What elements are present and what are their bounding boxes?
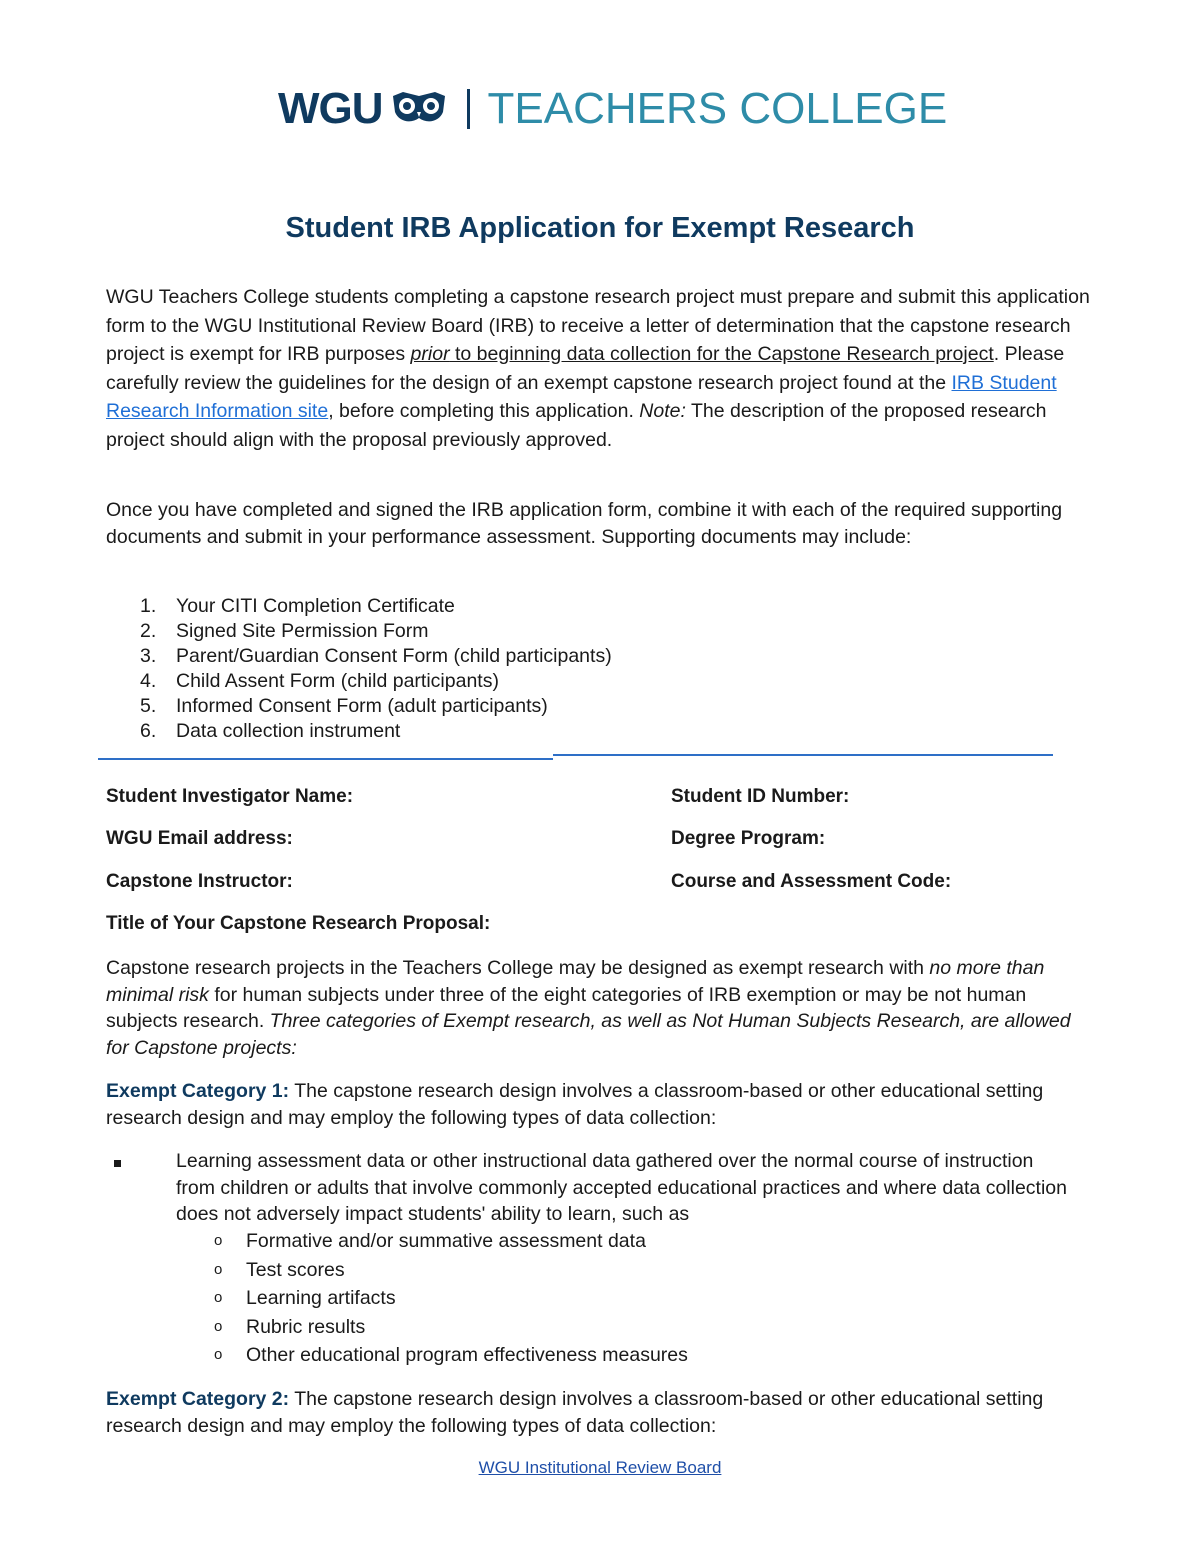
supporting-documents-list	[106, 594, 612, 744]
list-item: Learning assessment data or other instructional data gathered over the normal course of instruction from children or adults that involve commonly accepted educational practices and where data collection does not adversely impact students' ability to learn, such as	[106, 1148, 1096, 1228]
course-code-label: Course and Assessment Code:	[671, 871, 952, 892]
list-item: 3. Parent/Guardian Consent Form (child participants)	[140, 645, 612, 667]
logo-wgu-text: WGU	[278, 84, 383, 133]
logo-divider	[467, 89, 470, 129]
list-item: 1. Your CITI Completion Certificate	[140, 595, 455, 617]
list-item: 4. Child Assent Form (child participants)	[140, 670, 499, 692]
list-item: o Formative and/or summative assessment data	[214, 1230, 646, 1252]
divider-line	[553, 754, 1053, 756]
square-bullet-icon	[114, 1160, 121, 1167]
intro-text-c: , before completing this application.	[328, 400, 640, 422]
email-label: WGU Email address:	[106, 828, 293, 849]
degree-program-label: Degree Program:	[671, 828, 826, 849]
intro-text-a: WGU Teachers College students completing a capstone research project must prepare and submit this application form to the WGU Institutional Review Board (IRB) to receive a letter of determination that the capstone research project is exempt for IRB purposes	[106, 286, 1090, 365]
proposal-title-label: Title of Your Capstone Research Proposal:	[106, 913, 491, 934]
page-title: Student IRB Application for Exempt Research	[285, 212, 915, 244]
category-1-label: Exempt Category 1:	[106, 1080, 290, 1102]
irb-info-site-link[interactable]: IRB Student Research Information site	[106, 371, 1057, 422]
logo-college-text: TEACHERS COLLEGE	[487, 84, 948, 133]
wgu-teachers-college-logo	[278, 86, 947, 132]
category-1-bullets	[106, 1148, 1096, 1228]
student-name-label: Student Investigator Name:	[106, 786, 354, 807]
intro-text-d: The description of the proposed research project should align with the proposal previously approved.	[106, 400, 1047, 451]
category-2-label: Exempt Category 2:	[106, 1388, 290, 1410]
list-item: 5. Informed Consent Form (adult participants)	[140, 695, 548, 717]
irb-footer-link[interactable]: WGU Institutional Review Board	[478, 1458, 722, 1477]
exempt-category-2: Exempt Category 2: The capstone research design involves a classroom-based or other educational setting research design and may employ the following types of data collection:	[106, 1388, 1044, 1437]
capstone-instructor-label: Capstone Instructor:	[106, 871, 293, 892]
intro-text-b: . Please carefully review the guidelines for the design of an exempt capstone research project found at the	[106, 343, 1065, 394]
intro-prior: prior to beginning data collection for the Capstone Research project	[410, 343, 994, 365]
exempt-category-1: Exempt Category 1: The capstone research design involves a classroom-based or other educational setting research design and may employ the following types of data collection:	[106, 1080, 1044, 1129]
list-item: 2. Signed Site Permission Form	[140, 620, 429, 642]
list-item: o Learning artifacts	[214, 1287, 396, 1309]
owl-icon	[391, 90, 447, 129]
divider-line	[98, 758, 553, 760]
intro-paragraph-1	[106, 283, 1096, 454]
list-item: o Test scores	[214, 1258, 345, 1281]
list-item: o Rubric results	[214, 1315, 366, 1338]
category-1-sub-list	[106, 1227, 688, 1370]
intro-paragraph-2: Once you have completed and signed the IRB application form, combine it with each of the required supporting documents and submit in your performance assessment. Supporting documents may include:	[106, 499, 1063, 548]
student-id-label: Student ID Number:	[671, 786, 850, 807]
intro-note-label: Note:	[639, 400, 686, 422]
footer	[0, 1458, 1200, 1478]
list-item: o Other educational program effectiveness measures	[214, 1344, 688, 1366]
list-item: 6. Data collection instrument	[140, 720, 401, 742]
categories-intro: Capstone research projects in the Teachers College may be designed as exempt research with no more than minimal risk for human subjects under three of the eight categories of IRB exemption or may be not human subjects research. Three categories of Exempt research, as well as Not Human Subjects Research, are allowed for Capstone projects:	[106, 957, 1071, 1059]
